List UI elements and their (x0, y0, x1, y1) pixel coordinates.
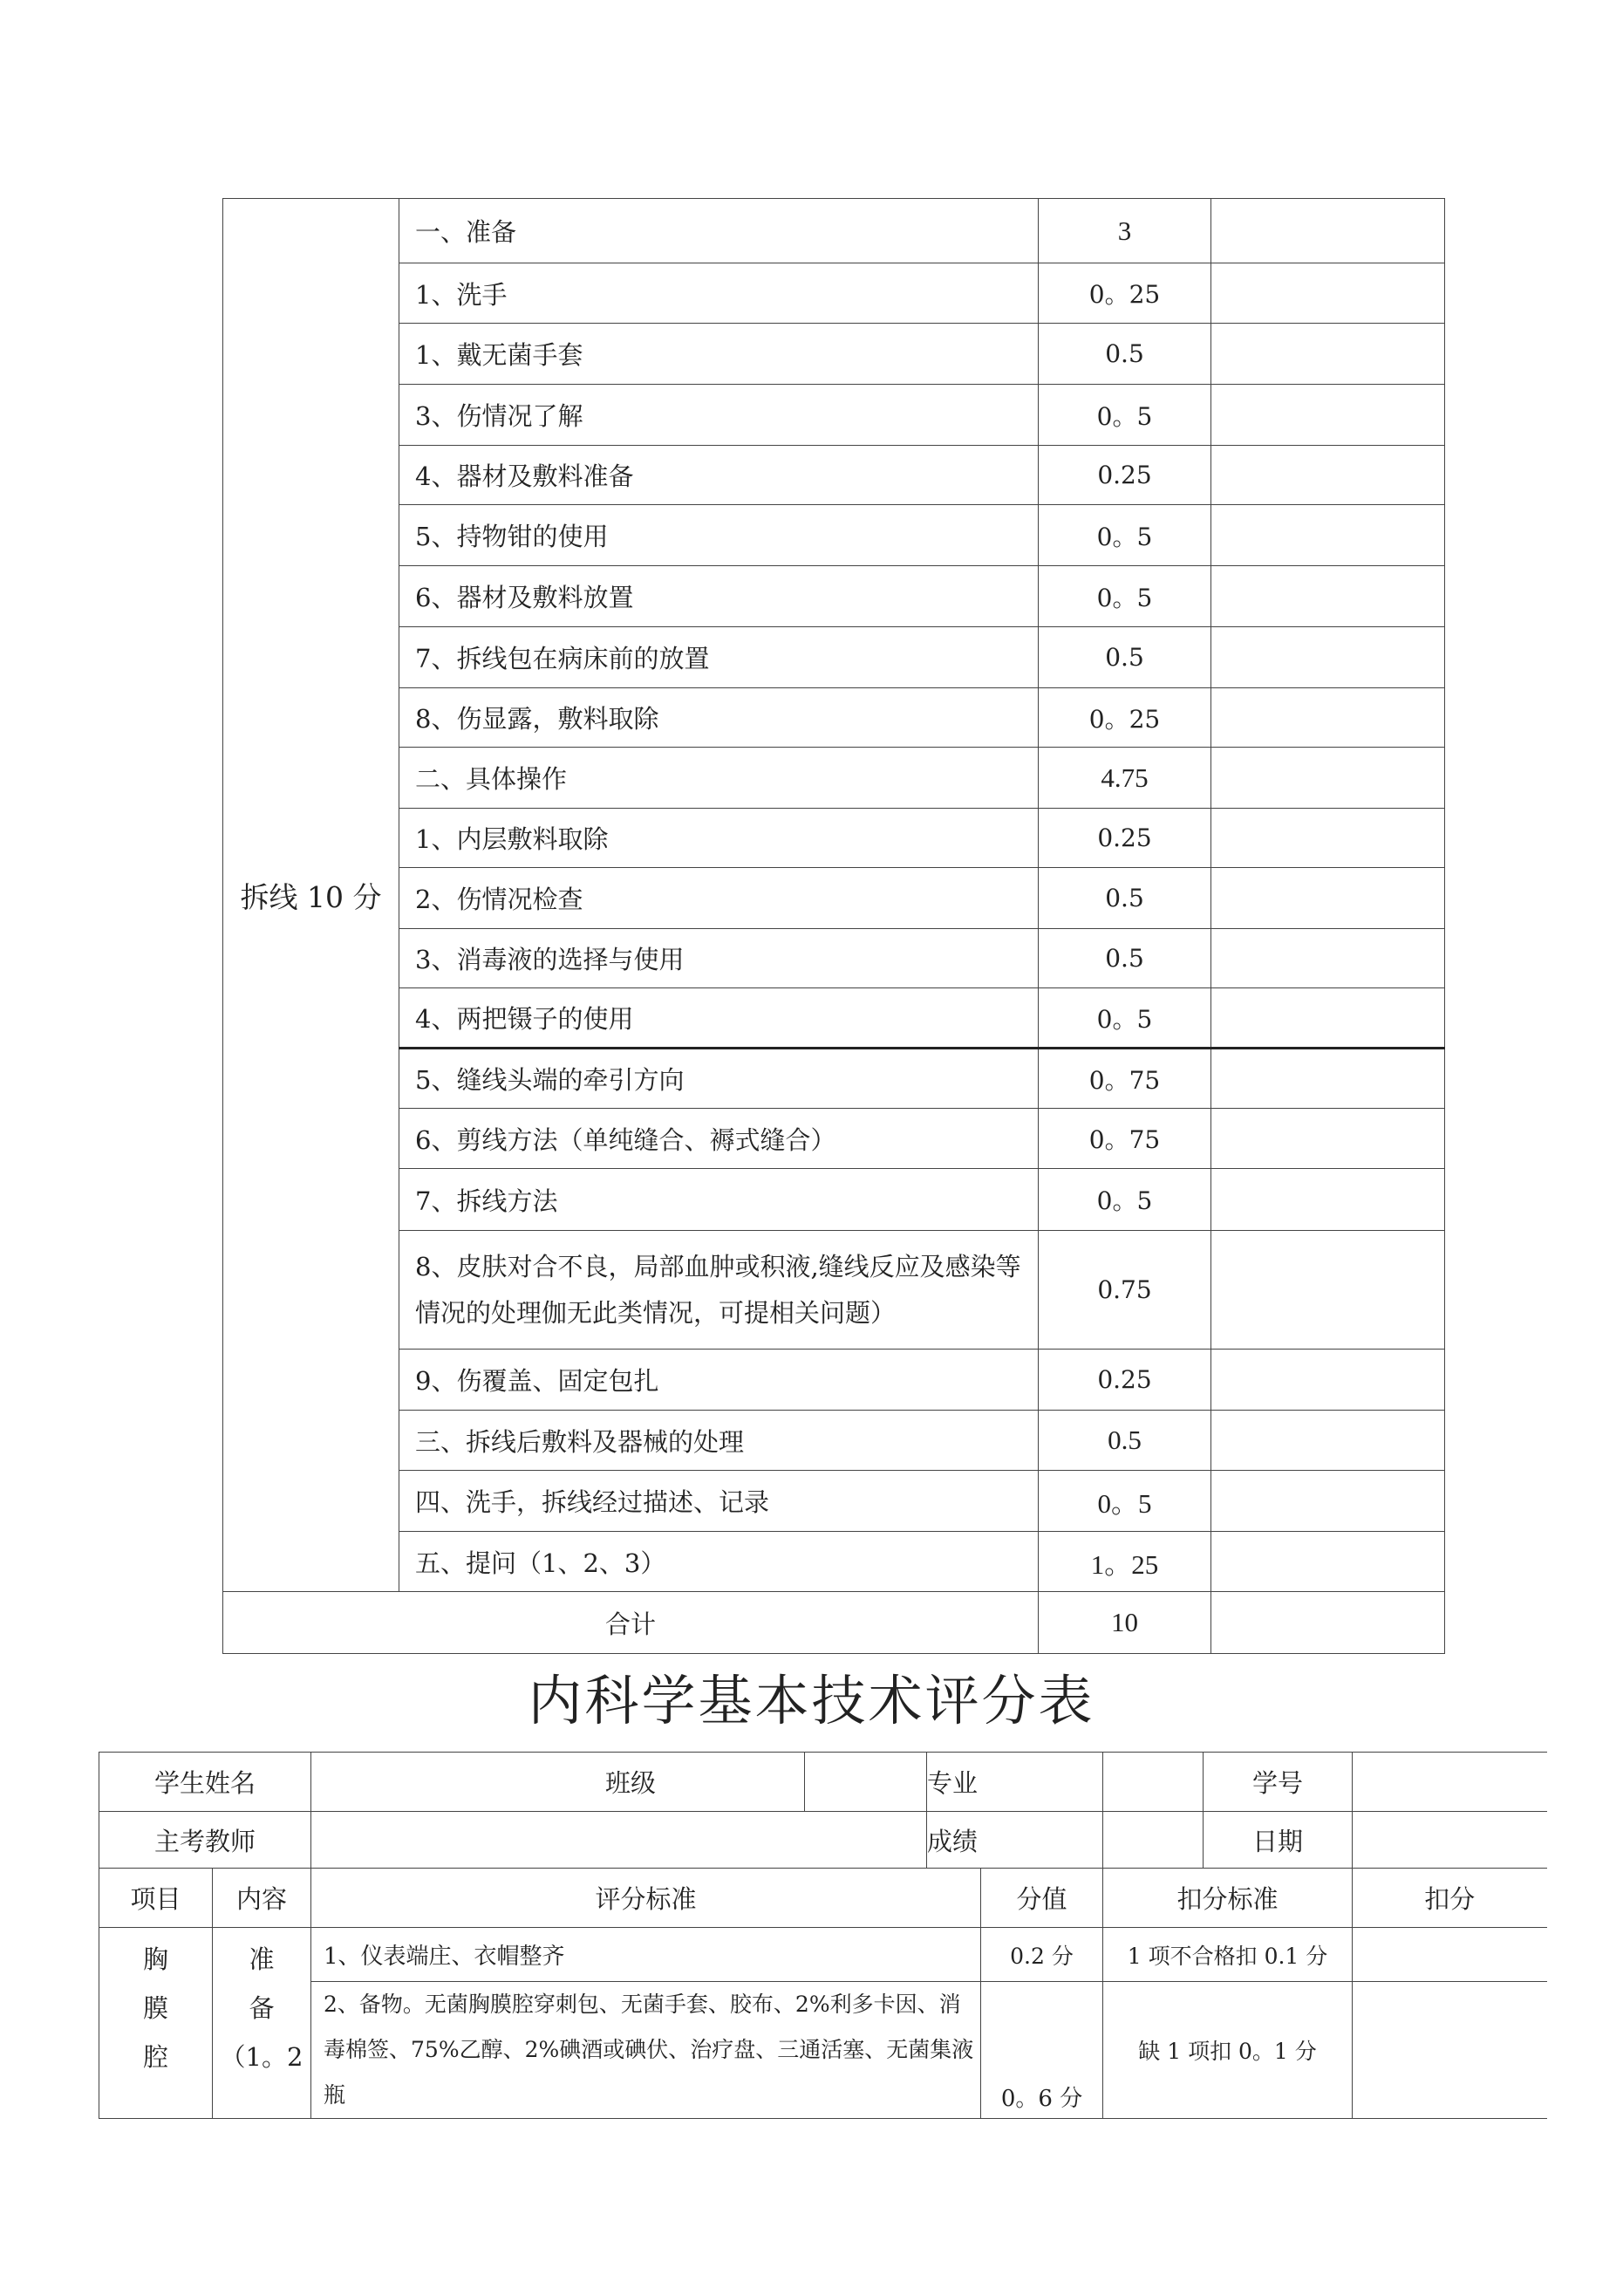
deduction-cell[interactable] (1211, 1231, 1445, 1350)
item-cell: 6、器材及敷料放置 (399, 566, 1039, 627)
item-cell: 1、戴无菌手套 (399, 324, 1039, 385)
deduction-cell[interactable] (1211, 1411, 1445, 1471)
header-content: 内容 (213, 1869, 311, 1928)
content-cell: 准 备 （1。2 (213, 1928, 311, 2119)
page-title: 内科学基本技术评分表 (528, 1669, 1095, 1732)
deduction-cell[interactable] (1211, 988, 1445, 1049)
item-cell: 一、准备 (399, 199, 1039, 263)
item-cell: 3、消毒液的选择与使用 (399, 929, 1039, 988)
score-cell: 0.25 (1039, 1350, 1211, 1411)
table-row (99, 1812, 1547, 1869)
score-cell: 0。5 (1039, 385, 1211, 446)
student-name-field[interactable] (311, 1753, 805, 1812)
table-row (223, 324, 1445, 385)
item-cell: 1、洗手 (399, 263, 1039, 324)
deduction-cell[interactable] (1211, 1532, 1445, 1592)
table-row (99, 1753, 1547, 1812)
header-project: 项目 (99, 1869, 213, 1928)
deduct-cell[interactable] (1353, 1928, 1547, 1982)
student-name-label: 学生姓名 (99, 1753, 311, 1812)
grade-label: 成绩 (927, 1812, 1103, 1869)
deduction-cell[interactable] (1211, 505, 1445, 566)
scoring-table-suture-removal (222, 198, 1445, 1654)
examiner-label: 主考教师 (99, 1812, 311, 1869)
deduction-cell[interactable] (1211, 1049, 1445, 1109)
deduction-cell[interactable] (1211, 688, 1445, 748)
table-row (223, 688, 1445, 748)
header-value: 分值 (981, 1869, 1103, 1928)
item-cell: 6、剪线方法（单纯缝合、褥式缝合） (399, 1109, 1039, 1169)
deduct-cell[interactable] (1353, 1982, 1547, 2119)
table-row (223, 1471, 1445, 1532)
class-label: 班级 (605, 1768, 657, 1798)
table-row (223, 199, 1445, 263)
item-cell: 4、器材及敷料准备 (399, 446, 1039, 505)
item-cell: 8、皮肤对合不良，局部血肿或积液,缝线反应及感染等情况的处理伽无此类情况，可提相关问题） (399, 1231, 1039, 1350)
score-cell: 4.75 (1039, 748, 1211, 809)
item-cell: 三、拆线后敷料及器械的处理 (399, 1411, 1039, 1471)
deduction-cell[interactable] (1211, 809, 1445, 868)
deduction-cell[interactable] (1211, 199, 1445, 263)
table-row (223, 263, 1445, 324)
item-cell: 5、持物钳的使用 (399, 505, 1039, 566)
standard-cell: 1、仪表端庄、衣帽整齐 (311, 1928, 981, 1982)
score-cell: 0.5 (1039, 868, 1211, 929)
total-value: 10 (1039, 1592, 1211, 1654)
score-cell: 0.5 (1039, 929, 1211, 988)
value-cell: 0.2 分 (981, 1928, 1103, 1982)
table-row (223, 446, 1445, 505)
score-cell: 0。75 (1039, 1109, 1211, 1169)
table-row (223, 988, 1445, 1049)
table-row (223, 505, 1445, 566)
table-row (223, 809, 1445, 868)
score-cell: 3 (1039, 199, 1211, 263)
header-deduct-standard: 扣分标准 (1103, 1869, 1353, 1928)
table-row (223, 627, 1445, 688)
deduction-cell[interactable] (1211, 566, 1445, 627)
item-cell: 五、提问（1、2、3） (399, 1532, 1039, 1592)
total-deduction-cell[interactable] (1211, 1592, 1445, 1654)
item-cell: 3、伤情况了解 (399, 385, 1039, 446)
item-cell: 2、伤情况检查 (399, 868, 1039, 929)
value-cell: 0。6 分 (981, 1982, 1103, 2119)
score-cell: 0。5 (1039, 505, 1211, 566)
table-row (223, 1411, 1445, 1471)
examiner-field[interactable] (311, 1812, 927, 1869)
deduction-cell[interactable] (1211, 748, 1445, 809)
table-row (223, 1169, 1445, 1231)
deduction-cell[interactable] (1211, 627, 1445, 688)
project-cell: 胸 膜 腔 (99, 1928, 213, 2119)
standard-cell: 2、备物。无菌胸膜腔穿刺包、无菌手套、胶布、2%利多卡因、消毒棉签、75%乙醇、2%碘酒或碘伏、治疗盘、三通活塞、无菌集液瓶 (311, 1982, 981, 2119)
score-cell: 0。25 (1039, 263, 1211, 324)
table-row (223, 868, 1445, 929)
table-row (223, 1532, 1445, 1592)
table-row (223, 1049, 1445, 1109)
item-cell: 1、内层敷料取除 (399, 809, 1039, 868)
major-label: 专业 (927, 1753, 1103, 1812)
score-cell: 1。25 (1039, 1532, 1211, 1592)
score-cell: 0。75 (1039, 1049, 1211, 1109)
score-cell: 0。25 (1039, 688, 1211, 748)
header-standard: 评分标准 (311, 1869, 981, 1928)
deduction-cell[interactable] (1211, 1109, 1445, 1169)
total-row (223, 1592, 1445, 1654)
score-cell: 0。5 (1039, 1471, 1211, 1532)
deduction-cell[interactable] (1211, 1169, 1445, 1231)
class-field[interactable] (805, 1753, 927, 1812)
header-row (99, 1869, 1547, 1928)
table-row (223, 748, 1445, 809)
table-row (99, 1928, 1547, 1982)
table-row (99, 1982, 1547, 2119)
deduction-cell[interactable] (1211, 263, 1445, 324)
item-cell: 8、伤显露，敷料取除 (399, 688, 1039, 748)
grade-field[interactable] (1103, 1812, 1204, 1869)
total-label: 合计 (223, 1592, 1039, 1654)
student-id-label: 学号 (1204, 1753, 1353, 1812)
deduction-cell[interactable] (1211, 1350, 1445, 1411)
score-cell: 0.5 (1039, 324, 1211, 385)
table-row (223, 385, 1445, 446)
item-cell: 四、洗手，拆线经过描述、记录 (399, 1471, 1039, 1532)
item-cell: 7、拆线方法 (399, 1169, 1039, 1231)
table-row (223, 566, 1445, 627)
deduction-cell[interactable] (1211, 385, 1445, 446)
item-cell: 7、拆线包在病床前的放置 (399, 627, 1039, 688)
header-deduct: 扣分 (1353, 1869, 1547, 1928)
major-field[interactable] (1103, 1753, 1204, 1812)
item-cell: 二、具体操作 (399, 748, 1039, 809)
deduct-standard-cell: 1 项不合格扣 0.1 分 (1103, 1928, 1353, 1982)
deduction-cell[interactable] (1211, 929, 1445, 988)
score-cell: 0.25 (1039, 809, 1211, 868)
item-cell: 5、缝线头端的牵引方向 (399, 1049, 1039, 1109)
deduction-cell[interactable] (1211, 1471, 1445, 1532)
date-field[interactable] (1353, 1812, 1547, 1869)
deduct-standard-cell: 缺 1 项扣 0。1 分 (1103, 1982, 1353, 2119)
section-label: 拆线 10 分 (223, 199, 399, 1592)
table-row (223, 1231, 1445, 1350)
deduction-cell[interactable] (1211, 446, 1445, 505)
internal-medicine-scoring-table (99, 1752, 1547, 2119)
score-cell: 0。5 (1039, 1169, 1211, 1231)
score-cell: 0.75 (1039, 1231, 1211, 1350)
item-cell: 4、两把镊子的使用 (399, 988, 1039, 1049)
deduction-cell[interactable] (1211, 324, 1445, 385)
table-row (223, 1109, 1445, 1169)
item-cell: 9、伤覆盖、固定包扎 (399, 1350, 1039, 1411)
score-cell: 0。5 (1039, 566, 1211, 627)
date-label: 日期 (1204, 1812, 1353, 1869)
table-row (223, 1350, 1445, 1411)
score-cell: 0.25 (1039, 446, 1211, 505)
score-cell: 0.5 (1039, 627, 1211, 688)
deduction-cell[interactable] (1211, 868, 1445, 929)
score-cell: 0。5 (1039, 988, 1211, 1049)
table-row (223, 929, 1445, 988)
student-id-field[interactable] (1353, 1753, 1547, 1812)
score-cell: 0.5 (1039, 1411, 1211, 1471)
